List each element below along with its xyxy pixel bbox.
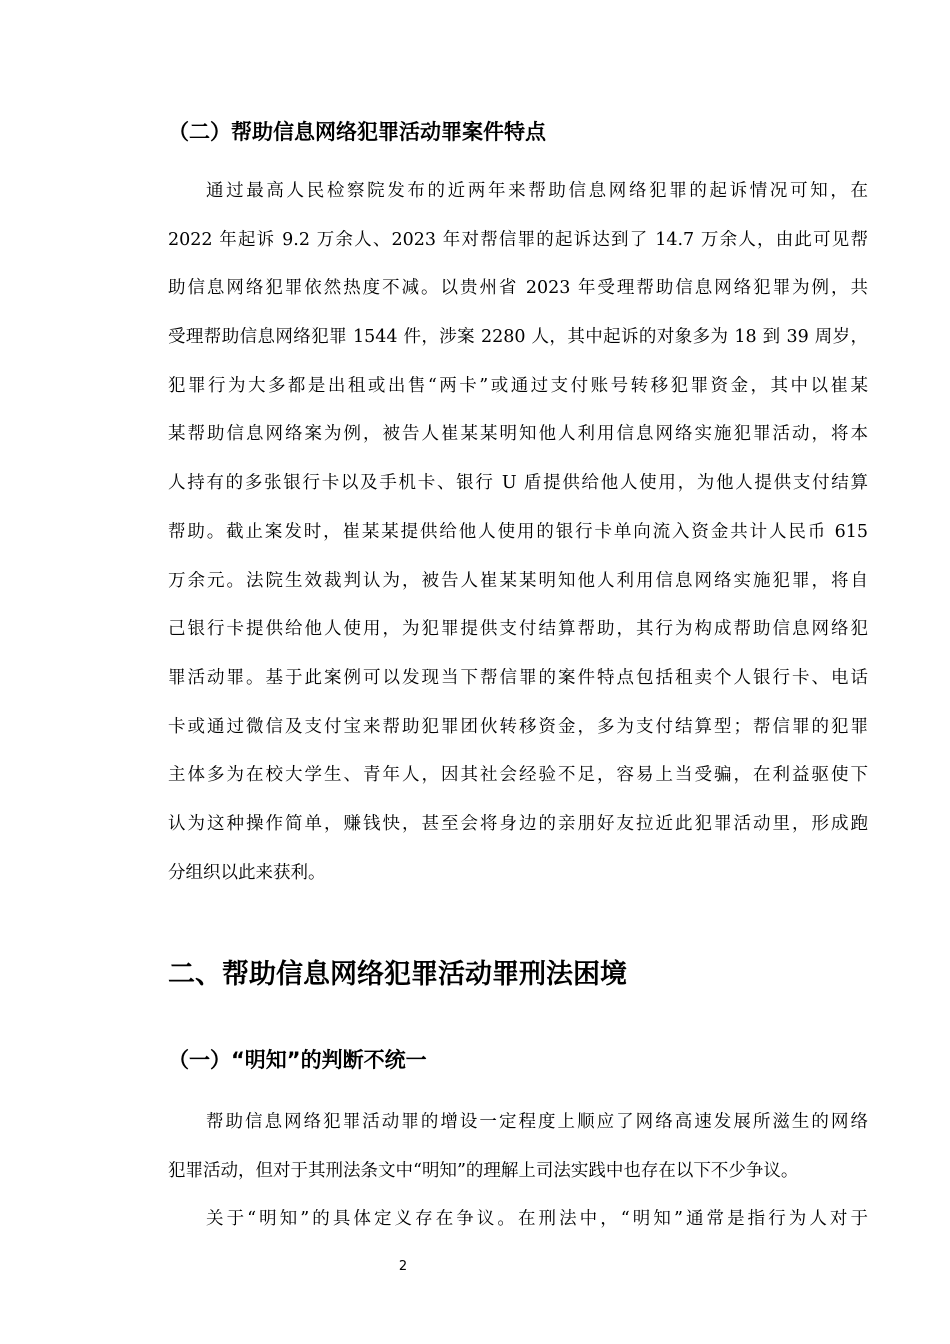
- paragraph-line: 关于“明知”的具体定义存在争议。在刑法中，“明知”通常是指行为人对于: [206, 1209, 868, 1229]
- paragraph-line: 万余元。法院生效裁判认为，被告人崔某某明知他人利用信息网络实施犯罪，将自: [168, 570, 868, 591]
- paragraph-line: 犯罪行为大多都是出租或出售“两卡”或通过支付账号转移犯罪资金，其中以崔某: [168, 375, 868, 396]
- paragraph-knowledge-definition: [168, 1205, 868, 1254]
- page-number: 2: [398, 1259, 408, 1274]
- paragraph-line: 通过最高人民检察院发布的近两年来帮助信息网络犯罪的起诉情况可知，在: [206, 181, 868, 201]
- paragraph-line: 认为这种操作简单，赚钱快，甚至会将身边的亲朋好友拉近此犯罪活动里，形成跑: [168, 813, 868, 834]
- paragraph-line: 己银行卡提供给他人使用，为犯罪提供支付结算帮助，其行为构成帮助信息网络犯: [168, 619, 868, 640]
- paragraph-line: 罪活动罪。基于此案例可以发现当下帮信罪的案件特点包括租卖个人银行卡、电话: [168, 667, 868, 688]
- paragraph-line: 受理帮助信息网络犯罪 1544 件，涉案 2280 人，其中起诉的对象多为 18 到 39 周岁，: [168, 327, 868, 348]
- paragraph-line: 人持有的多张银行卡以及手机卡、银行 U 盾提供给他人使用，为他人提供支付结算: [168, 473, 868, 494]
- section-heading-knowledge: （一）“明知”的判断不统一: [168, 1048, 427, 1072]
- paragraph-line: 分组织以此来获利。: [168, 862, 326, 883]
- section-heading-case-features: （二）帮助信息网络犯罪活动罪案件特点: [168, 120, 546, 144]
- paragraph-line: 犯罪活动，但对于其刑法条文中“明知”的理解上司法实践中也存在以下不少争议。: [168, 1160, 799, 1181]
- paragraph-line: 帮助。截止案发时，崔某某提供给他人使用的银行卡单向流入资金共计人民币 615: [168, 521, 868, 542]
- paragraph-line: 主体多为在校大学生、青年人，因其社会经验不足，容易上当受骗，在利益驱使下: [168, 765, 868, 786]
- paragraph-case-features: [168, 177, 868, 907]
- paragraph-line: 某帮助信息网络案为例，被告人崔某某明知他人利用信息网络实施犯罪活动，将本: [168, 424, 868, 445]
- paragraph-line: 助信息网络犯罪依然热度不减。以贵州省 2023 年受理帮助信息网络犯罪为例，共: [168, 278, 868, 299]
- chapter-heading: 二、帮助信息网络犯罪活动罪刑法困境: [168, 959, 627, 990]
- paragraph-line: 2022 年起诉 9.2 万余人、2023 年对帮信罪的起诉达到了 14.7 万余人，由此可见帮: [168, 229, 868, 250]
- paragraph-line: 帮助信息网络犯罪活动罪的增设一定程度上顺应了网络高速发展所滋生的网络: [206, 1112, 868, 1132]
- paragraph-line: 卡或通过微信及支付宝来帮助犯罪团伙转移资金，多为支付结算型；帮信罪的犯罪: [168, 716, 868, 737]
- paragraph-knowledge-intro: [168, 1108, 868, 1205]
